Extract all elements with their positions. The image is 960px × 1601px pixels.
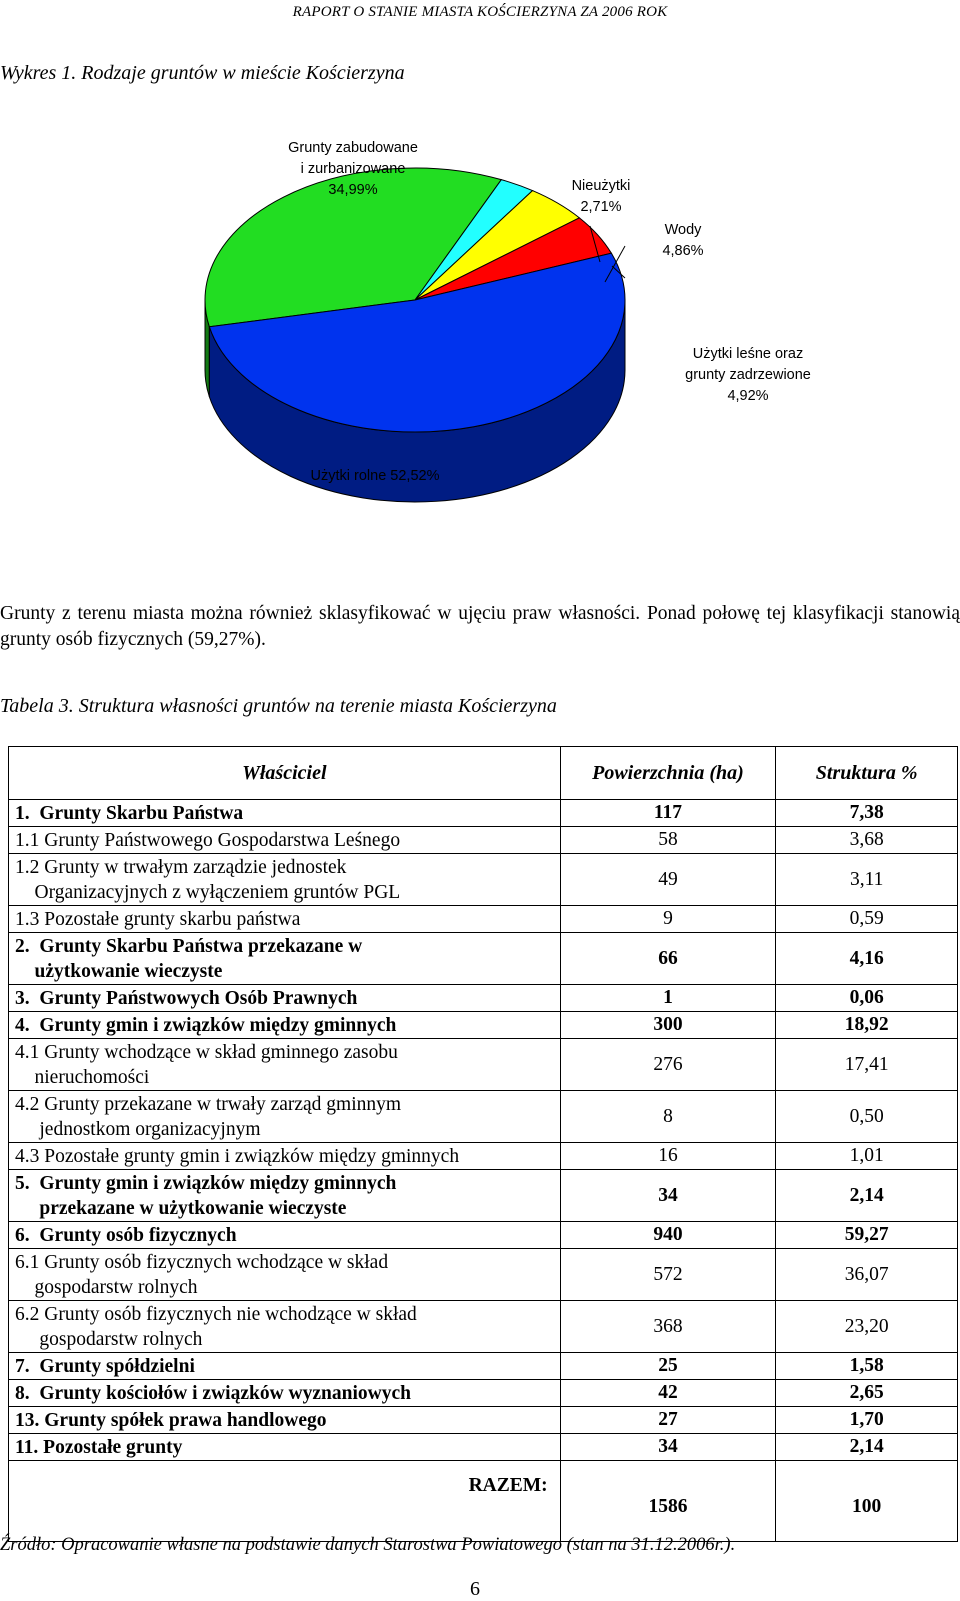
table-total-row: [9, 1461, 958, 1542]
share-cell: 36,07: [776, 1249, 958, 1301]
owner-cell: 4. Grunty gmin i związków między gminnych: [9, 1012, 561, 1039]
table-row: [9, 827, 958, 854]
chart-caption: Wykres 1. Rodzaje gruntów w mieście Kościerzyna: [0, 62, 405, 84]
table-caption: Tabela 3. Struktura własności gruntów na terenie miasta Kościerzyna: [0, 695, 557, 717]
share-cell: 7,38: [776, 800, 958, 827]
owner-cell: 6.1 Grunty osób fizycznych wchodzące w skład gospodarstw rolnych: [9, 1249, 561, 1301]
table-row: [9, 1012, 958, 1039]
header-share: Struktura %: [776, 747, 958, 800]
area-cell: 8: [560, 1091, 776, 1143]
area-cell: 9: [560, 906, 776, 933]
share-cell: 23,20: [776, 1301, 958, 1353]
area-cell: 1: [560, 985, 776, 1012]
owner-cell: 11. Pozostałe grunty: [9, 1434, 561, 1461]
table-row: [9, 1170, 958, 1222]
owner-cell: 8. Grunty kościołów i związków wyznaniowych: [9, 1380, 561, 1407]
table-row: [9, 1301, 958, 1353]
owner-cell: 4.3 Pozostałe grunty gmin i związków między gminnych: [9, 1143, 561, 1170]
owner-cell: 13. Grunty spółek prawa handlowego: [9, 1407, 561, 1434]
table-row: [9, 1222, 958, 1249]
pie-chart: [180, 130, 840, 510]
table-row: [9, 800, 958, 827]
area-cell: 49: [560, 854, 776, 906]
area-cell: 300: [560, 1012, 776, 1039]
share-cell: 3,11: [776, 854, 958, 906]
share-cell: 18,92: [776, 1012, 958, 1039]
owner-cell: 7. Grunty spółdzielni: [9, 1353, 561, 1380]
header-owner: Właściciel: [9, 747, 561, 800]
owner-cell: 1.2 Grunty w trwałym zarządzie jednostek Organizacyjnych z wyłączeniem gruntów PGL: [9, 854, 561, 906]
share-cell: 1,70: [776, 1407, 958, 1434]
area-cell: 66: [560, 933, 776, 985]
table-row: [9, 854, 958, 906]
share-cell: 2,65: [776, 1380, 958, 1407]
total-area: 1586: [560, 1461, 776, 1542]
total-label: RAZEM:: [9, 1461, 561, 1542]
owner-cell: 1.3 Pozostałe grunty skarbu państwa: [9, 906, 561, 933]
share-cell: 2,14: [776, 1170, 958, 1222]
owner-cell: 4.1 Grunty wchodzące w skład gminnego zasobu nieruchomości: [9, 1039, 561, 1091]
area-cell: 368: [560, 1301, 776, 1353]
table-row: [9, 1434, 958, 1461]
page-header: RAPORT O STANIE MIASTA KOŚCIERZYNA ZA 2006 ROK: [292, 4, 668, 20]
table-row: [9, 1380, 958, 1407]
share-cell: 1,58: [776, 1353, 958, 1380]
area-cell: 34: [560, 1170, 776, 1222]
owner-cell: 3. Grunty Państwowych Osób Prawnych: [9, 985, 561, 1012]
area-cell: 16: [560, 1143, 776, 1170]
table-row: [9, 933, 958, 985]
ownership-paragraph: Grunty z terenu miasta można również sklasyfikować w ujęciu praw własności. Ponad połowę tej klasyfikacji stanowią grunty osób fizycznych (59,27%).: [0, 603, 960, 650]
owner-cell: 4.2 Grunty przekazane w trwały zarząd gminnym jednostkom organizacyjnym: [9, 1091, 561, 1143]
share-cell: 4,16: [776, 933, 958, 985]
area-cell: 42: [560, 1380, 776, 1407]
share-cell: 59,27: [776, 1222, 958, 1249]
share-cell: 1,01: [776, 1143, 958, 1170]
table-header-row: [9, 747, 958, 800]
share-cell: 3,68: [776, 827, 958, 854]
header-area: Powierzchnia (ha): [560, 747, 776, 800]
pie-label-agricultural: Użytki rolne 52,52%: [310, 468, 440, 484]
source-note: Źródło: Opracowanie własne na podstawie danych Starostwa Powiatowego (stan na 31.12.2006r.).: [0, 1535, 736, 1555]
table-row: [9, 1143, 958, 1170]
table-row: [9, 1407, 958, 1434]
pie-label-forest: Użytki leśne oraz grunty zadrzewione 4,92%: [685, 346, 811, 404]
area-cell: 940: [560, 1222, 776, 1249]
area-cell: 27: [560, 1407, 776, 1434]
area-cell: 25: [560, 1353, 776, 1380]
area-cell: 58: [560, 827, 776, 854]
owner-cell: 1.1 Grunty Państwowego Gospodarstwa Leśnego: [9, 827, 561, 854]
area-cell: 34: [560, 1434, 776, 1461]
share-cell: 0,06: [776, 985, 958, 1012]
area-cell: 276: [560, 1039, 776, 1091]
pie-label-wasteland: Nieużytki 2,71%: [571, 178, 631, 215]
table-row: [9, 1249, 958, 1301]
table-row: [9, 1039, 958, 1091]
share-cell: 2,14: [776, 1434, 958, 1461]
owner-cell: 2. Grunty Skarbu Państwa przekazane w użytkowanie wieczyste: [9, 933, 561, 985]
share-cell: 17,41: [776, 1039, 958, 1091]
pie-label-built-up: Grunty zabudowane i zurbanizowane 34,99%: [288, 140, 418, 198]
owner-cell: 6. Grunty osób fizycznych: [9, 1222, 561, 1249]
owner-cell: 6.2 Grunty osób fizycznych nie wchodzące w skład gospodarstw rolnych: [9, 1301, 561, 1353]
page-number: 6: [470, 1578, 480, 1600]
ownership-table: [8, 746, 958, 1542]
total-share: 100: [776, 1461, 958, 1542]
table-row: [9, 1353, 958, 1380]
table-row: [9, 985, 958, 1012]
share-cell: 0,59: [776, 906, 958, 933]
owner-cell: 1. Grunty Skarbu Państwa: [9, 800, 561, 827]
area-cell: 117: [560, 800, 776, 827]
share-cell: 0,50: [776, 1091, 958, 1143]
table-row: [9, 906, 958, 933]
owner-cell: 5. Grunty gmin i związków między gminnych przekazane w użytkowanie wieczyste: [9, 1170, 561, 1222]
area-cell: 572: [560, 1249, 776, 1301]
pie-label-waters: Wody 4,86%: [662, 222, 704, 259]
table-row: [9, 1091, 958, 1143]
